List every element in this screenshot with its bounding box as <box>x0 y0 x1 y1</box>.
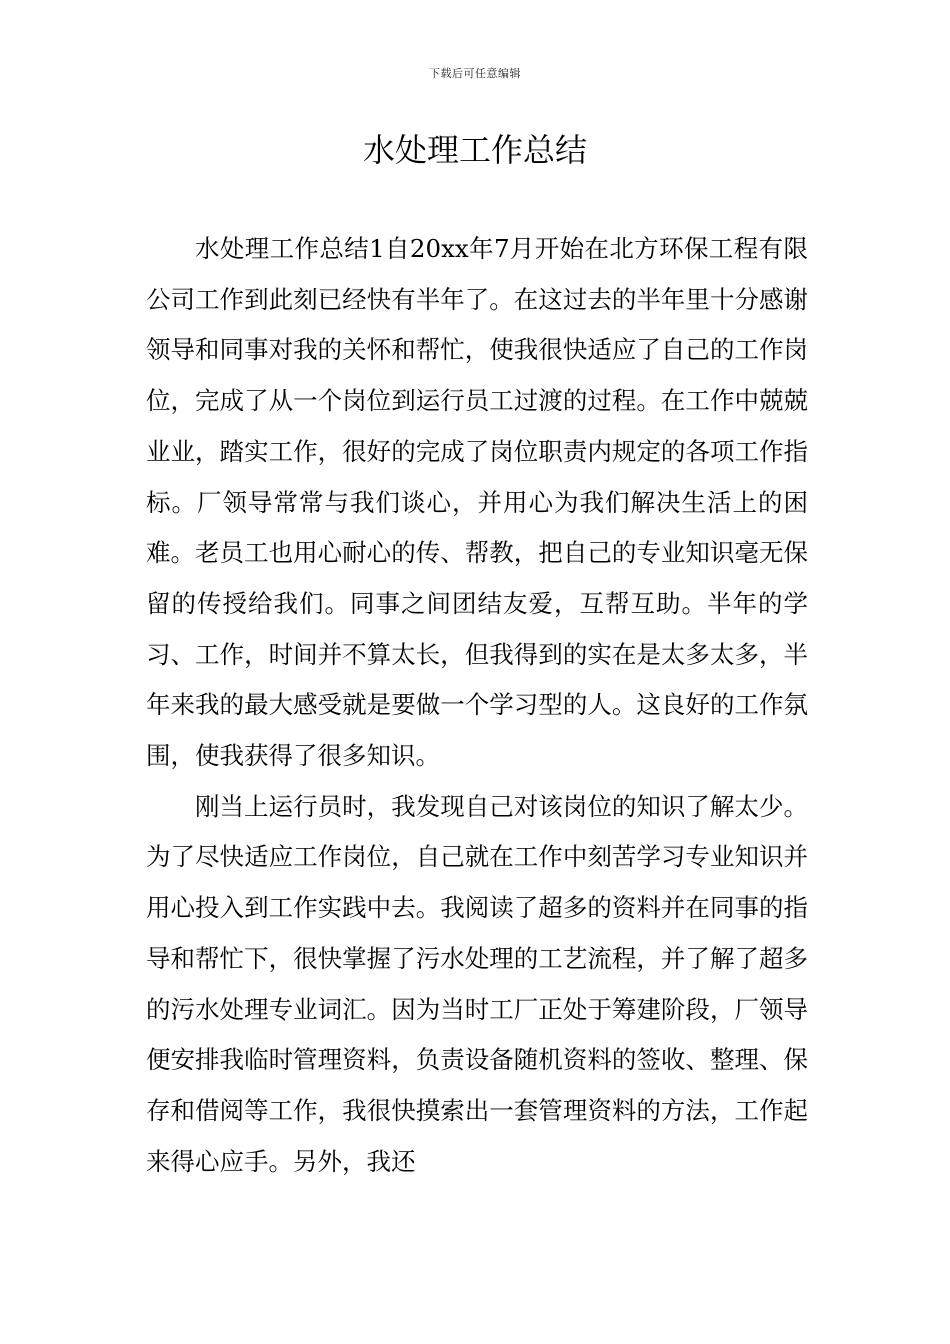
header-note: 下载后可任意编辑 <box>429 67 521 80</box>
document-title: 水处理工作总结 <box>362 131 587 169</box>
paragraph-1: 水处理工作总结1自20xx年7月开始在北方环保工程有限公司工作到此刻已经快有半年了。在这过去的半年里十分感谢领导和同事对我的关怀和帮忙，使我很快适应了自己的工作岗位，完成了从一个岗位到运行员工过渡的过程。在工作中兢兢业业，踏实工作，很好的完成了岗位职责内规定的各项工作指标。厂领导常常与我们谈心，并用心为我们解决生活上的困难。老员工也用心耐心的传、帮教，把自己的专业知识毫无保留的传授给我们。同事之间团结友爱，互帮互助。半年的学习、工作，时间并不算太长，但我得到的实在是太多太多，半年来我的最大感受就是要做一个学习型的人。这良好的工作氛围，使我获得了很多知识。 <box>146 234 808 771</box>
document-body <box>146 224 808 1187</box>
paragraph-2: 刚当上运行员时，我发现自己对该岗位的知识了解太少。为了尽快适应工作岗位，自己就在工作中刻苦学习专业知识并用心投入到工作实践中去。我阅读了超多的资料并在同事的指导和帮忙下，很快掌握了污水处理的工艺流程，并了解了超多的污水处理专业词汇。因为当时工厂正处于筹建阶段，厂领导便安排我临时管理资料，负责设备随机资料的签收、整理、保存和借阅等工作，我很快摸索出一套管理资料的方法，工作起来得心应手。另外，我还 <box>146 791 808 1176</box>
